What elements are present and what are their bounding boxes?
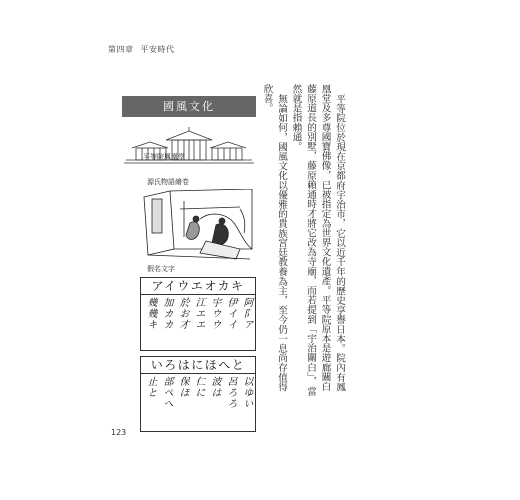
katakana-column: 幾幾キ [145, 297, 156, 330]
hiragana-table [140, 356, 256, 432]
hiragana-column: 止と [145, 376, 156, 398]
chapter-label: 第四章 [108, 45, 134, 54]
chapter-title: 平安時代 [140, 45, 175, 54]
hiragana-column: 以ゆい [241, 376, 252, 409]
caption-byodoin: 平等院鳳凰堂 [143, 153, 185, 161]
hiragana-header: いろはにほへと [141, 357, 255, 374]
body-paragraph: 平等院位於現在京都府宇治市，它以近千年的歷史享譽日本。院內有鳳凰堂及多尊國寶佛像，已被指定為世界文化遺產。平等院原本是遊廊關白藤原道長的別墅，藤原賴通時才將它改為寺廟，而若提到「宇治關白」，當然就是指賴通。 [290, 84, 345, 396]
katakana-column: 於お才 [177, 297, 188, 330]
katakana-column: 宇ウウ [209, 297, 220, 330]
katakana-column: 江エエ [193, 297, 204, 330]
hiragana-column: 波は [209, 376, 220, 398]
katakana-column: 加カカ [161, 297, 172, 330]
katakana-header: アイウエオカキ [141, 278, 255, 295]
caption-kana: 假名文字 [147, 265, 175, 273]
hiragana-column: 保ほ [177, 376, 188, 398]
katakana-table [140, 277, 256, 351]
katakana-column: 阿阝ア [241, 297, 252, 330]
page-number: 123 [111, 428, 127, 437]
body-paragraph: 無論如何，國風文化以優雅的貴族宮廷教養為主，至今仍一息尚存值得欣喜。 [261, 84, 287, 392]
hiragana-column: 仁に [193, 376, 204, 398]
sidebar-box [122, 96, 256, 117]
hiragana-column: 呂ろろ [225, 376, 236, 409]
body-text [259, 84, 346, 396]
hiragana-column: 部ぺへ [161, 376, 172, 409]
running-header [108, 44, 179, 55]
katakana-column: 伊イイ [225, 297, 236, 330]
sidebar-title: 國風文化 [122, 96, 256, 117]
genji-scroll-illustration [140, 189, 256, 261]
caption-genji: 源氏物語繪卷 [147, 178, 189, 186]
